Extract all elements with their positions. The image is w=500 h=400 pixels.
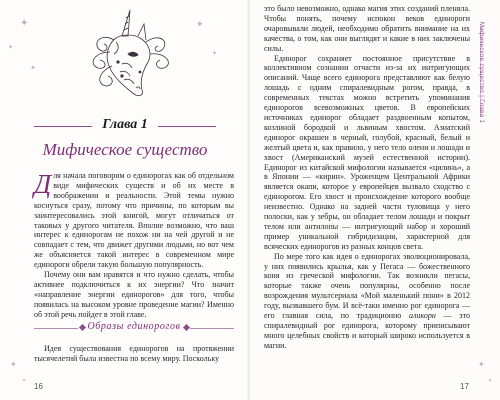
sparkle-icon: ✦ — [212, 50, 218, 57]
paragraph: Почему они вам нравятся и что нужно сделать, чтобы активнее подключиться к их энергии? Что значит «направление энергии единорогов» для того, чтобы появилась на высоком уровне проведение магии? Именно об этой речь пойдет в этой главе. — [34, 270, 234, 319]
side-tab-text: Мифическое существо | Глава 1 — [478, 22, 484, 124]
sparkle-icon: ✦ — [20, 18, 29, 29]
left-body-text-2 — [34, 344, 234, 364]
chapter-rule-right — [158, 126, 216, 127]
page-number-right: 17 — [460, 382, 469, 391]
running-header-side — [474, 22, 488, 124]
section-rule — [190, 328, 234, 329]
paragraph: Идея существования единорогов на протяжении тысячелетий была известна по всему миру. Поскольку — [34, 344, 234, 363]
paragraph: Единорог сохраняет постоянное присутствие в коллективном сознании отчасти из-за их интригующих описаний. Чаще всего единорога представляют как белую лошадь с одним спиралевидным рогом, правда, в современных текстах можно встретить упоминания единорогов всевозможных цветов. В европейских источниках единорог обладает раздвоенным копытом, козлиной бородкой и львиным хвостом. Азиатский единорог окрашен в черный, голубой, красный, белый и желтый цвета и, как правило, у него тело олени и лошади и хвост (Американский музей естественной истории). Единорог из китайской мифологии называется «цилинь», а в Японии — «кирин». Уроженцем Центральной Африки является окапи, которое у европейцев вызвало сходство с единорогом. Его хвост и происхождение которого вообще неизвестно. Однако на задней части туловища у него полоски, как у зебры, он обладает телом лошади и покрыт телом или антилопы — интригующий набор и хороший пример уникальной гибридизации, характерной для всяческих единорогов из разных концов света. — [264, 53, 470, 251]
sparkle-icon: ✦ — [30, 64, 36, 72]
right-page — [250, 0, 500, 400]
unicorn-head-illustration — [70, 2, 190, 104]
section-heading — [34, 321, 234, 335]
paragraph: Для начала поговорим о единорогах как об отдельном виде мифических существ и об их месте в воображении и реальности. Этой темы нужно коснуться сразу, потому что причины, по которым вы заинтересовались этой книгой, могут отличаться от таковых у другого читателя. Вполне возможно, что ваш интерес к единорогам не похож ни на чей другой и не совпадает с тем, что движет другими людьми, но вот чем же объясняется такой интерес в современном мире единороги обрели такую большую популярность. — [34, 169, 234, 270]
paragraph: это было невозможно, однако магия этих созданий пленяла. Чтобы понять, почему испокон веков единороги очаровывали людей, необходимо обратить внимание на их качества, о том, как они выглядят и какие в них заключены силы. — [264, 4, 470, 53]
paragraph: По мере того как идея о единорогах эволюционировала, у них появились крылья, как у Пегаса — божественного коня из греческой мифологии. Так возникли пегасы, которые также очень популярны, особенно после возрождения мультсериала «Мой маленький пони» в 2012 году, вызвавшего бум. И всё-таки именно рог единорога — его главная сила, по традиционно аликорн — это спиралевидный рог единорога, которому приписывают много целебных свойств и который широко используется в магии. — [264, 251, 470, 350]
page-number-left: 16 — [34, 382, 43, 391]
sparkle-icon: ✦ — [196, 20, 204, 30]
sparkle-icon: ✦ — [488, 378, 493, 384]
chapter-title: Мифическое существо — [42, 140, 208, 159]
chapter-label: Глава 1 — [102, 117, 148, 132]
drop-cap: Д — [34, 169, 52, 199]
section-title: Образы единорогов — [87, 321, 181, 332]
sparkle-icon: ✦ — [478, 360, 485, 369]
right-body-text — [264, 4, 470, 351]
sparkle-icon: ✦ — [10, 360, 17, 369]
sparkle-icon: ✦ — [8, 44, 14, 51]
left-body-text — [34, 171, 234, 320]
sparkle-icon: ✦ — [22, 378, 27, 384]
